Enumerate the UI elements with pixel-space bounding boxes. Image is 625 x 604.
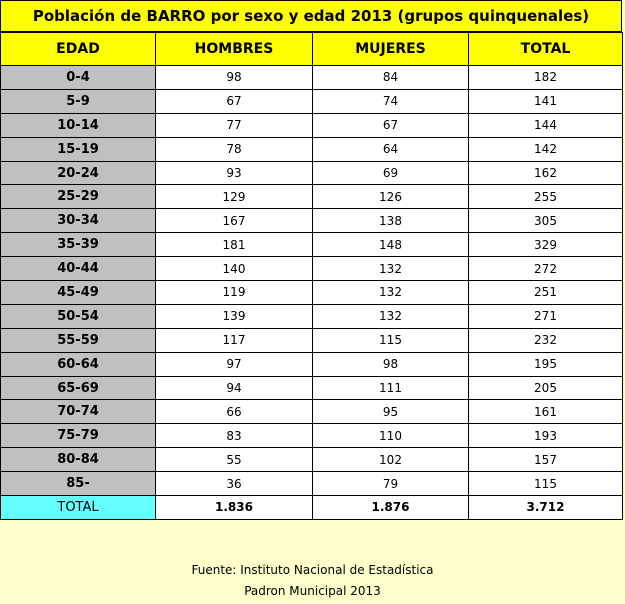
women-cell: 138 — [313, 209, 469, 233]
age-group-cell: 70-74 — [1, 400, 156, 424]
women-cell: 148 — [313, 233, 469, 257]
men-cell: 36 — [156, 472, 313, 496]
column-header-edad: EDAD — [1, 33, 156, 66]
column-header-mujeres: MUJERES — [313, 33, 469, 66]
age-group-cell: 60-64 — [1, 352, 156, 376]
men-cell: 181 — [156, 233, 313, 257]
table-row — [1, 89, 623, 113]
table-title: Población de BARRO por sexo y edad 2013 (grupos quinquenales) — [0, 0, 622, 32]
total-cell: 205 — [469, 376, 623, 400]
total-cell: 161 — [469, 400, 623, 424]
men-cell: 93 — [156, 161, 313, 185]
table-row — [1, 424, 623, 448]
table-row — [1, 209, 623, 233]
men-cell: 94 — [156, 376, 313, 400]
total-cell: 182 — [469, 66, 623, 90]
age-group-cell: 85- — [1, 472, 156, 496]
totals-men-cell: 1.836 — [156, 496, 313, 520]
table-row — [1, 400, 623, 424]
women-cell: 95 — [313, 400, 469, 424]
total-cell: 157 — [469, 448, 623, 472]
age-group-cell: 20-24 — [1, 161, 156, 185]
men-cell: 139 — [156, 304, 313, 328]
men-cell: 83 — [156, 424, 313, 448]
totals-label: TOTAL — [1, 496, 156, 520]
age-group-cell: 5-9 — [1, 89, 156, 113]
age-group-cell: 15-19 — [1, 137, 156, 161]
age-group-cell: 25-29 — [1, 185, 156, 209]
total-cell: 255 — [469, 185, 623, 209]
total-cell: 162 — [469, 161, 623, 185]
age-group-cell: 80-84 — [1, 448, 156, 472]
age-group-cell: 75-79 — [1, 424, 156, 448]
women-cell: 69 — [313, 161, 469, 185]
table-row — [1, 376, 623, 400]
total-cell: 115 — [469, 472, 623, 496]
total-cell: 329 — [469, 233, 623, 257]
women-cell: 111 — [313, 376, 469, 400]
totals-row — [1, 496, 623, 520]
age-group-cell: 10-14 — [1, 113, 156, 137]
totals-women-cell: 1.876 — [313, 496, 469, 520]
source-note — [0, 560, 625, 602]
header-row — [1, 33, 623, 66]
total-cell: 271 — [469, 304, 623, 328]
women-cell: 132 — [313, 281, 469, 305]
source-line-2: Padron Municipal 2013 — [244, 584, 381, 598]
men-cell: 98 — [156, 66, 313, 90]
total-cell: 142 — [469, 137, 623, 161]
table-row — [1, 113, 623, 137]
age-group-cell: 55-59 — [1, 328, 156, 352]
age-group-cell: 40-44 — [1, 257, 156, 281]
total-cell: 251 — [469, 281, 623, 305]
women-cell: 84 — [313, 66, 469, 90]
total-cell: 272 — [469, 257, 623, 281]
total-cell: 144 — [469, 113, 623, 137]
men-cell: 129 — [156, 185, 313, 209]
table-row — [1, 352, 623, 376]
women-cell: 74 — [313, 89, 469, 113]
age-group-cell: 45-49 — [1, 281, 156, 305]
women-cell: 126 — [313, 185, 469, 209]
men-cell: 55 — [156, 448, 313, 472]
total-cell: 141 — [469, 89, 623, 113]
men-cell: 119 — [156, 281, 313, 305]
women-cell: 132 — [313, 304, 469, 328]
women-cell: 79 — [313, 472, 469, 496]
table-row — [1, 328, 623, 352]
population-table — [0, 32, 623, 520]
total-cell: 305 — [469, 209, 623, 233]
age-group-cell: 30-34 — [1, 209, 156, 233]
men-cell: 67 — [156, 89, 313, 113]
age-group-cell: 50-54 — [1, 304, 156, 328]
women-cell: 98 — [313, 352, 469, 376]
total-cell: 195 — [469, 352, 623, 376]
women-cell: 64 — [313, 137, 469, 161]
women-cell: 67 — [313, 113, 469, 137]
column-header-hombres: HOMBRES — [156, 33, 313, 66]
table-row — [1, 448, 623, 472]
column-header-total: TOTAL — [469, 33, 623, 66]
women-cell: 102 — [313, 448, 469, 472]
women-cell: 115 — [313, 328, 469, 352]
table-row — [1, 281, 623, 305]
table-row — [1, 185, 623, 209]
men-cell: 167 — [156, 209, 313, 233]
totals-total-cell: 3.712 — [469, 496, 623, 520]
table-row — [1, 161, 623, 185]
table-row — [1, 233, 623, 257]
women-cell: 132 — [313, 257, 469, 281]
table-row — [1, 472, 623, 496]
age-group-cell: 65-69 — [1, 376, 156, 400]
source-line-1: Fuente: Instituto Nacional de Estadística — [191, 563, 434, 577]
men-cell: 77 — [156, 113, 313, 137]
total-cell: 193 — [469, 424, 623, 448]
table-row — [1, 257, 623, 281]
men-cell: 78 — [156, 137, 313, 161]
men-cell: 140 — [156, 257, 313, 281]
age-group-cell: 0-4 — [1, 66, 156, 90]
men-cell: 117 — [156, 328, 313, 352]
table-row — [1, 304, 623, 328]
table-row — [1, 137, 623, 161]
men-cell: 66 — [156, 400, 313, 424]
age-group-cell: 35-39 — [1, 233, 156, 257]
total-cell: 232 — [469, 328, 623, 352]
table-row — [1, 66, 623, 90]
women-cell: 110 — [313, 424, 469, 448]
men-cell: 97 — [156, 352, 313, 376]
